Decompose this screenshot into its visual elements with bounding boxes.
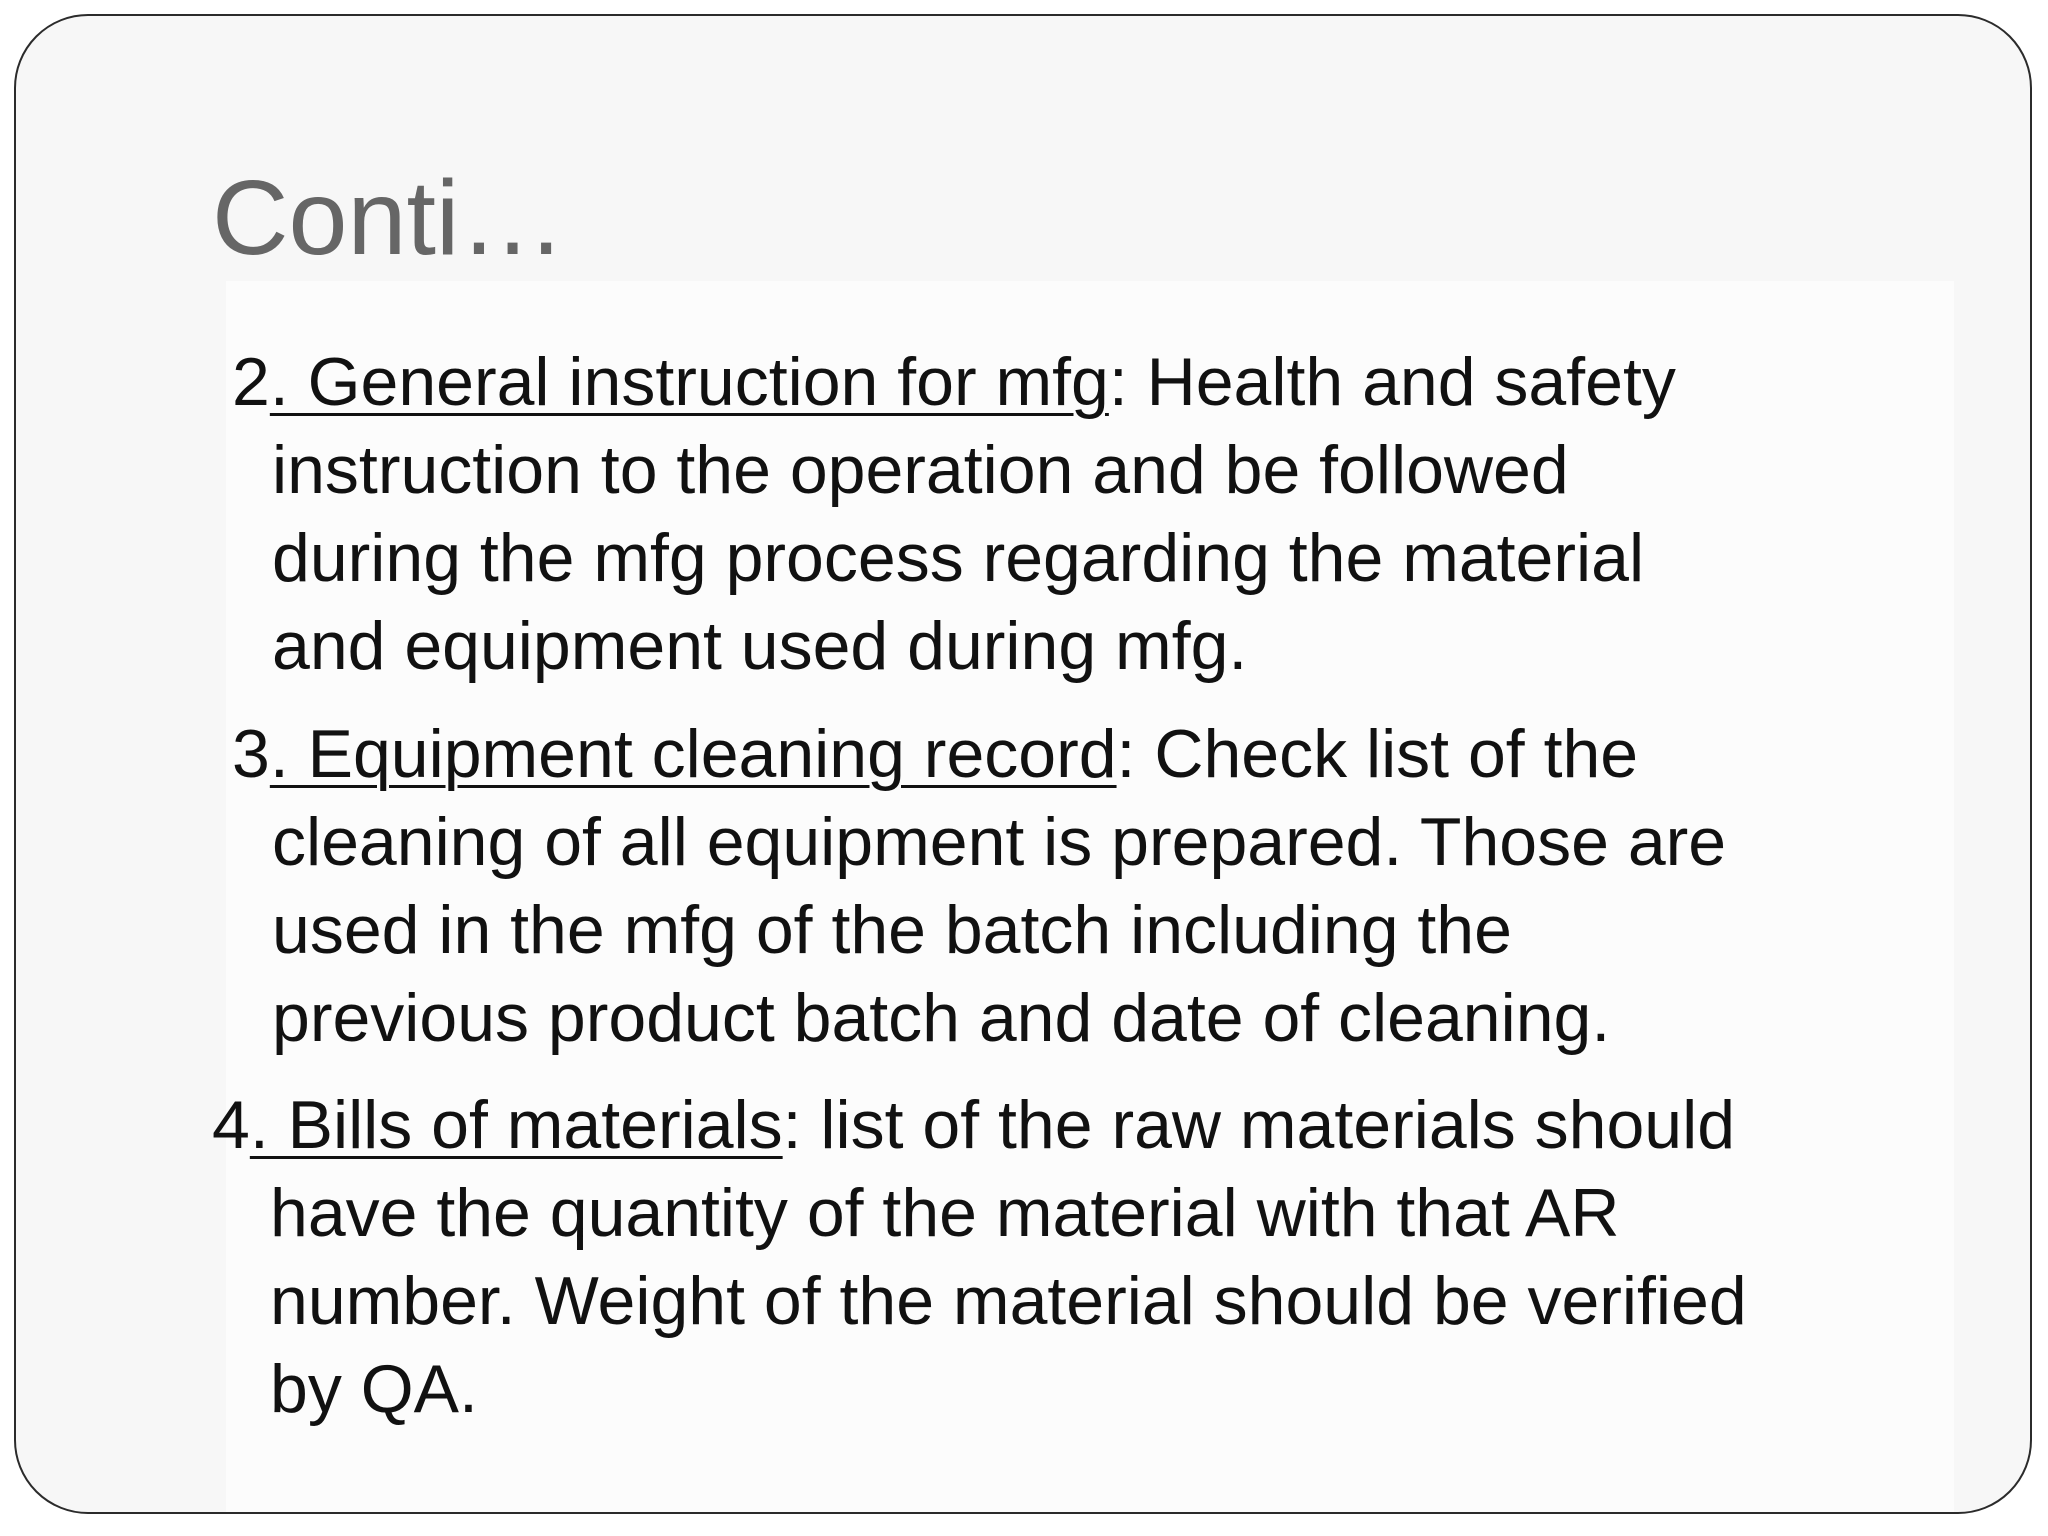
item-line: cleaning of all equipment is prepared. Those are bbox=[272, 804, 1727, 880]
slide-title: Conti… bbox=[212, 159, 566, 277]
item-line: previous product batch and date of cleaning. bbox=[272, 980, 1611, 1056]
item-line: number. Weight of the material should be verified bbox=[270, 1263, 1747, 1339]
item-line: by QA. bbox=[270, 1351, 478, 1427]
item-term: . Bills of materials bbox=[249, 1087, 783, 1163]
list-item bbox=[212, 1081, 1747, 1433]
item-first-line bbox=[232, 710, 1726, 798]
item-number: 2 bbox=[232, 344, 270, 420]
item-first-line bbox=[212, 1081, 1747, 1169]
item-line: used in the mfg of the batch including the bbox=[272, 892, 1512, 968]
item-number: 4 bbox=[212, 1087, 250, 1163]
item-line: during the mfg process regarding the material bbox=[272, 520, 1645, 596]
item-term: . Equipment cleaning record bbox=[269, 716, 1117, 792]
item-line: and equipment used during mfg. bbox=[272, 608, 1248, 684]
item-description-start: : Check list of the bbox=[1116, 716, 1639, 792]
item-line: have the quantity of the material with that AR bbox=[270, 1175, 1620, 1251]
item-first-line bbox=[232, 338, 1676, 426]
item-term: . General instruction for mfg bbox=[269, 344, 1109, 420]
list-item bbox=[232, 338, 1676, 690]
item-description-start: : Health and safety bbox=[1108, 344, 1676, 420]
list-item bbox=[232, 710, 1726, 1062]
item-line: instruction to the operation and be followed bbox=[272, 432, 1569, 508]
item-description-start: : list of the raw materials should bbox=[782, 1087, 1736, 1163]
item-number: 3 bbox=[232, 716, 270, 792]
